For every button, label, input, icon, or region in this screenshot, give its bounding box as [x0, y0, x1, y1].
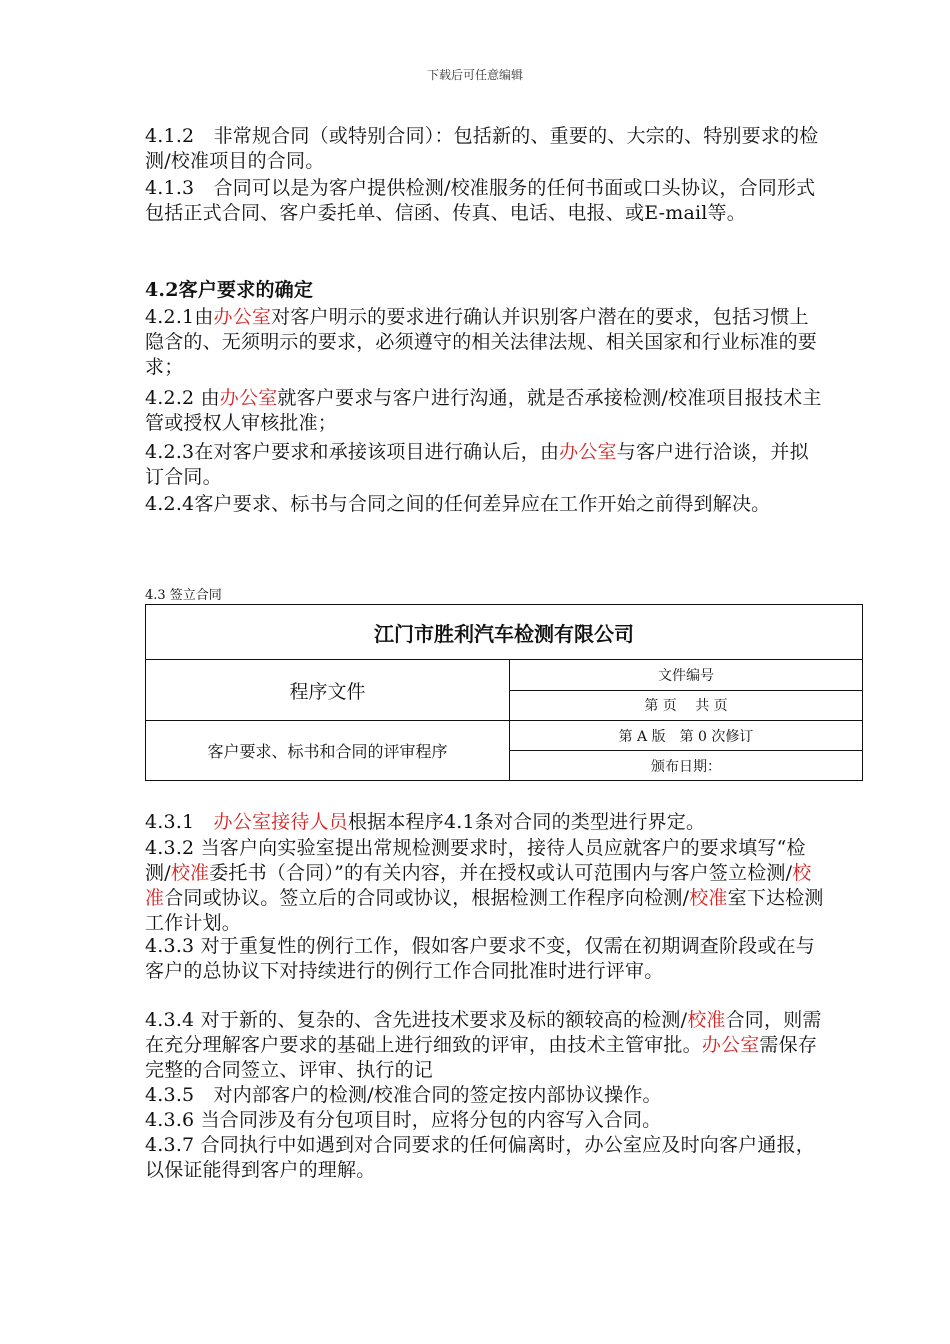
- paragraph-4-3-7: 4.3.7 合同执行中如遇到对合同要求的任何偏离时，办公室应及时向客户通报，以保证能得到客户的理解。: [145, 1134, 815, 1181]
- highlight-calibration: 校准: [170, 862, 210, 884]
- document-header-table: [145, 604, 863, 781]
- document-type: 程序文件: [146, 660, 510, 721]
- highlight-office: 办公室: [559, 441, 617, 463]
- clause-number: 4.1.3: [145, 177, 195, 199]
- highlight-calibration: 校准: [145, 862, 812, 909]
- clause-text: 根据本程序4.1条对合同的类型进行界定。: [347, 811, 706, 833]
- document-number-label: 文件编号: [510, 660, 863, 691]
- paragraph-4-2-1: [145, 305, 825, 380]
- clause-text: 4.3.2 当客户向实验室提出常规检测要求时，接待人员应就客户的要求填写“检测/: [145, 837, 806, 884]
- clause-text: 4.2.1由: [145, 306, 214, 328]
- section-heading-4-2: 4.2客户要求的确定: [145, 279, 314, 301]
- issue-date-label: 颁布日期：: [510, 751, 863, 781]
- version-label: 第 A 版 第 0 次修订: [510, 721, 863, 751]
- clause-text: 非常规合同（或特别合同）：包括新的、重要的、大宗的、特别要求的检测/校准项目的合同。: [145, 125, 819, 172]
- clause-text: 4.2.3在对客户要求和承接该项目进行确认后，由: [145, 441, 560, 463]
- paragraph-4-1-2: [145, 124, 825, 174]
- paragraph-4-2-2: [145, 386, 825, 436]
- clause-text: 需保存完整的合同签立、评审、执行的记: [145, 1034, 818, 1081]
- clause-text: 合同或协议。签立后的合同或协议，根据检测工作程序向检测/: [164, 887, 690, 909]
- highlight-office-staff: 办公室接待人员: [213, 811, 348, 833]
- paragraph-4-3-5: 4.3.5 对内部客户的检测/校准合同的签定按内部协议操作。: [145, 1084, 662, 1106]
- clause-text: 与客户进行洽谈，并拟订合同。: [145, 441, 809, 488]
- paragraph-4-3-4: [145, 1008, 825, 1083]
- clause-text: 4.3.4 对于新的、复杂的、含先进技术要求及标的额较高的检测/: [145, 1009, 688, 1031]
- paragraph-4-1-3: [145, 176, 825, 226]
- section-label-4-3: 4.3 签立合同: [145, 588, 222, 603]
- highlight-calibration: 校准: [687, 1009, 726, 1031]
- procedure-title: 客户要求、标书和合同的评审程序: [146, 721, 510, 781]
- company-name: 江门市胜利汽车检测有限公司: [146, 605, 863, 660]
- paragraph-4-3-2: [145, 836, 825, 936]
- highlight-calibration: 校准: [689, 887, 728, 909]
- highlight-office: 办公室: [213, 306, 272, 328]
- page-count-label: 第 页 共 页: [510, 690, 863, 721]
- clause-number: 4.1.2: [145, 125, 195, 147]
- clause-text: 对客户明示的要求进行确认并识别客户潜在的要求，包括习惯上隐含的、无须明示的要求，必须遵守的相关法律法规、相关国家和行业标准的要求；: [145, 306, 818, 378]
- paragraph-4-2-3: [145, 440, 825, 490]
- paragraph-4-3-3: 4.3.3 对于重复性的例行工作，假如客户要求不变，仅需在初期调查阶段或在与客户的总协议下对持续进行的例行工作合同批准时进行评审。: [145, 935, 815, 982]
- highlight-office: 办公室: [701, 1034, 760, 1056]
- header-note: 下载后可任意编辑: [426, 68, 523, 82]
- clause-text: 合同，则需在充分理解客户要求的基础上进行细致的评审，由技术主管审批。: [145, 1009, 822, 1056]
- clause-text: 就客户要求与客户进行沟通，就是否承接检测/校准项目报技术主管或授权人审核批准；: [145, 387, 822, 434]
- paragraph-4-2-4: 4.2.4客户要求、标书与合同之间的任何差异应在工作开始之前得到解决。: [145, 493, 771, 515]
- highlight-office: 办公室: [219, 387, 278, 409]
- clause-text: 合同可以是为客户提供检测/校准服务的任何书面或口头协议，合同形式包括正式合同、客户委托单、信函、传真、电话、电报、或E-mail等。: [145, 177, 816, 224]
- clause-text: 室下达检测工作计划。: [145, 887, 824, 934]
- clause-number: 4.3.1: [145, 811, 214, 833]
- paragraph-4-3-6: 4.3.6 当合同涉及有分包项目时，应将分包的内容写入合同。: [145, 1109, 662, 1131]
- clause-text: 委托书（合同）”的有关内容，并在授权或认可范围内与客户签立检测/: [209, 862, 793, 884]
- clause-text: 4.2.2 由: [145, 387, 220, 409]
- paragraph-4-3-1: [145, 810, 825, 835]
